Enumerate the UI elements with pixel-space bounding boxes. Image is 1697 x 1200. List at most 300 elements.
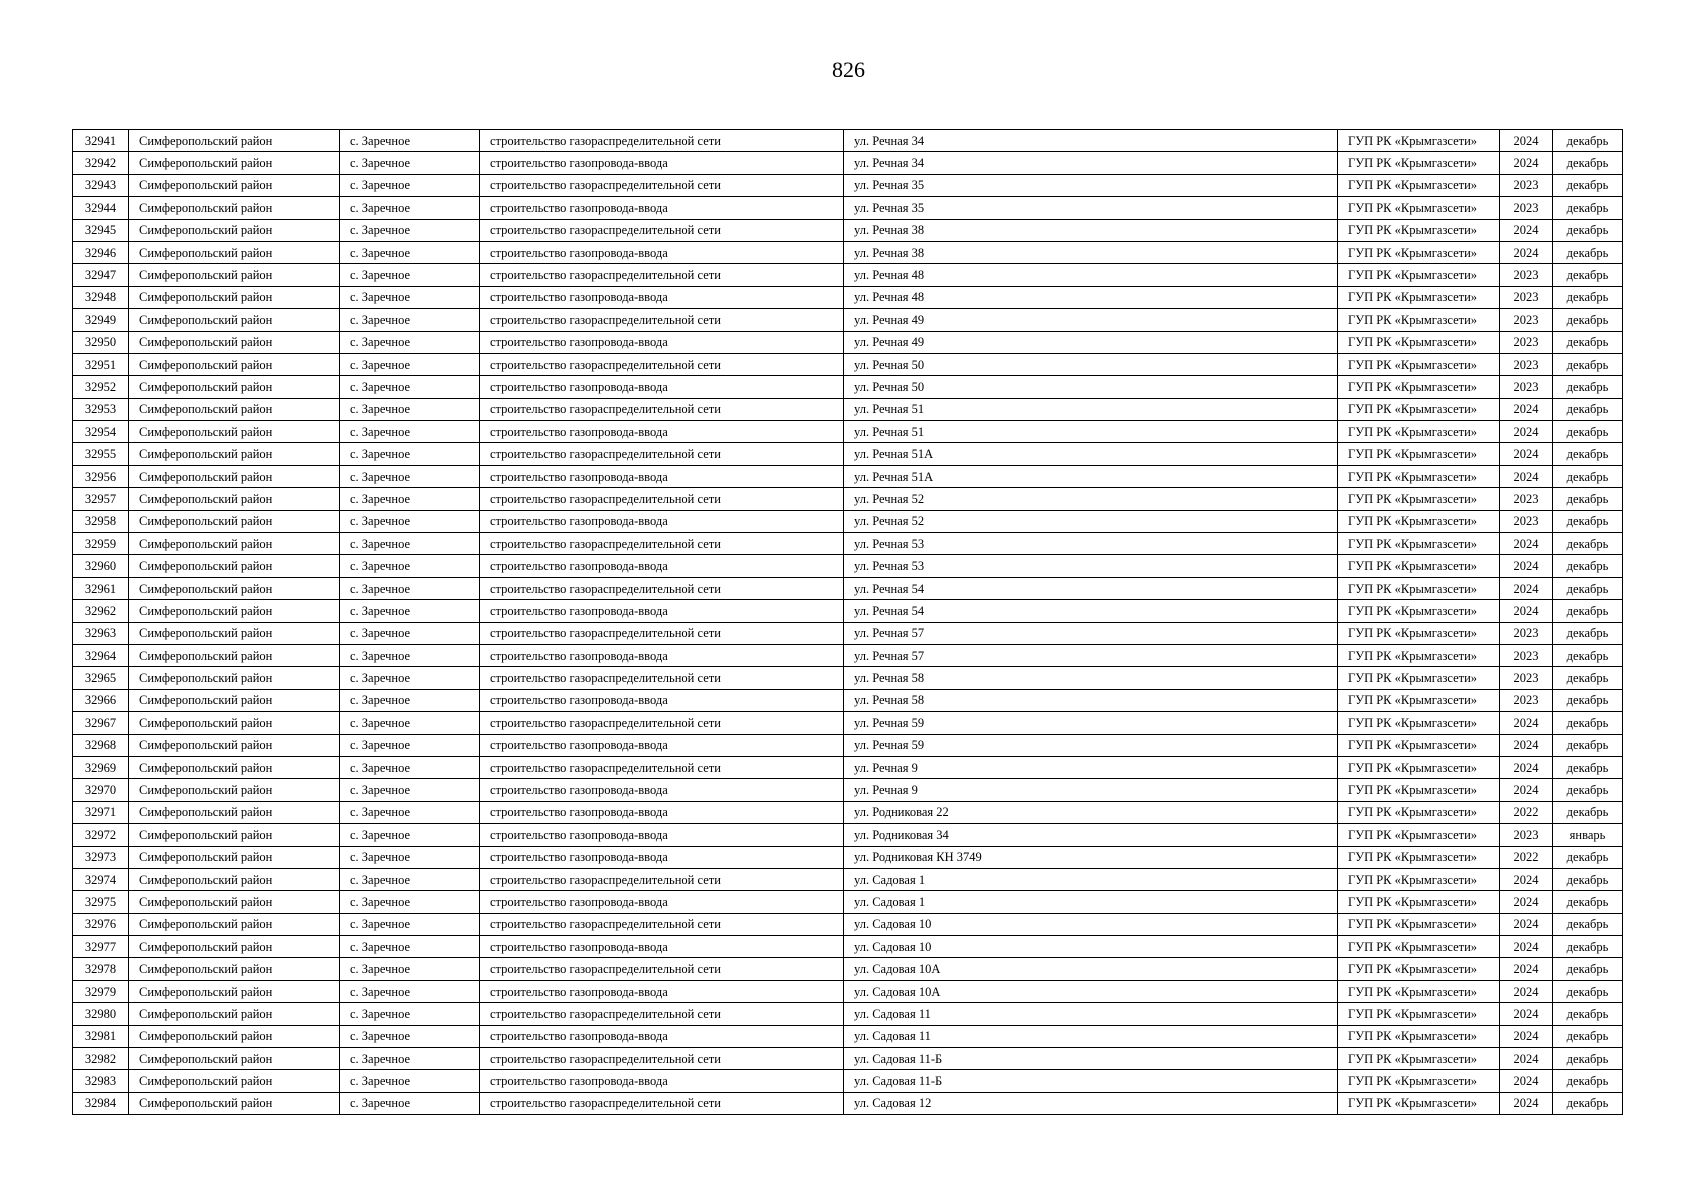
district-cell: Симферопольский район	[129, 331, 340, 353]
work-type-cell: строительство газопровода-ввода	[480, 286, 844, 308]
table-row	[73, 712, 1623, 734]
organization-cell: ГУП РК «Крымгазсети»	[1338, 264, 1500, 286]
organization-cell: ГУП РК «Крымгазсети»	[1338, 533, 1500, 555]
address-cell: ул. Садовая 10А	[844, 958, 1338, 980]
work-type-cell: строительство газораспределительной сети	[480, 868, 844, 890]
address-cell: ул. Речная 38	[844, 219, 1338, 241]
village-cell: с. Заречное	[340, 443, 480, 465]
organization-cell: ГУП РК «Крымгазсети»	[1338, 398, 1500, 420]
work-type-cell: строительство газопровода-ввода	[480, 644, 844, 666]
district-cell: Симферопольский район	[129, 443, 340, 465]
organization-cell: ГУП РК «Крымгазсети»	[1338, 980, 1500, 1002]
page-number: 826	[832, 57, 865, 82]
month-cell: декабрь	[1553, 936, 1623, 958]
row-number: 32959	[73, 533, 129, 555]
month-cell: декабрь	[1553, 309, 1623, 331]
address-cell: ул. Речная 9	[844, 756, 1338, 778]
district-cell: Симферопольский район	[129, 174, 340, 196]
organization-cell: ГУП РК «Крымгазсети»	[1338, 465, 1500, 487]
table-row	[73, 980, 1623, 1002]
year-cell: 2024	[1500, 555, 1553, 577]
year-cell: 2024	[1500, 1092, 1553, 1114]
year-cell: 2024	[1500, 958, 1553, 980]
table-row	[73, 174, 1623, 196]
month-cell: декабрь	[1553, 488, 1623, 510]
row-number: 32956	[73, 465, 129, 487]
address-cell: ул. Речная 50	[844, 376, 1338, 398]
month-cell: декабрь	[1553, 398, 1623, 420]
year-cell: 2024	[1500, 936, 1553, 958]
year-cell: 2024	[1500, 779, 1553, 801]
row-number: 32946	[73, 241, 129, 263]
organization-cell: ГУП РК «Крымгазсети»	[1338, 309, 1500, 331]
row-number: 32947	[73, 264, 129, 286]
table-row	[73, 913, 1623, 935]
address-cell: ул. Речная 9	[844, 779, 1338, 801]
address-cell: ул. Речная 38	[844, 241, 1338, 263]
district-cell: Симферопольский район	[129, 622, 340, 644]
month-cell: декабрь	[1553, 353, 1623, 375]
row-number: 32944	[73, 197, 129, 219]
organization-cell: ГУП РК «Крымгазсети»	[1338, 734, 1500, 756]
work-type-cell: строительство газораспределительной сети	[480, 353, 844, 375]
village-cell: с. Заречное	[340, 980, 480, 1002]
month-cell: декабрь	[1553, 555, 1623, 577]
year-cell: 2023	[1500, 331, 1553, 353]
work-type-cell: строительство газораспределительной сети	[480, 488, 844, 510]
district-cell: Симферопольский район	[129, 376, 340, 398]
district-cell: Симферопольский район	[129, 644, 340, 666]
month-cell: декабрь	[1553, 1025, 1623, 1047]
district-cell: Симферопольский район	[129, 219, 340, 241]
district-cell: Симферопольский район	[129, 913, 340, 935]
year-cell: 2024	[1500, 756, 1553, 778]
address-cell: ул. Речная 53	[844, 555, 1338, 577]
district-cell: Симферопольский район	[129, 286, 340, 308]
address-cell: ул. Речная 57	[844, 644, 1338, 666]
work-type-cell: строительство газопровода-ввода	[480, 376, 844, 398]
work-type-cell: строительство газораспределительной сети	[480, 1092, 844, 1114]
district-cell: Симферопольский район	[129, 980, 340, 1002]
village-cell: с. Заречное	[340, 1003, 480, 1025]
row-number: 32967	[73, 712, 129, 734]
row-number: 32962	[73, 600, 129, 622]
table-row	[73, 197, 1623, 219]
village-cell: с. Заречное	[340, 1025, 480, 1047]
district-cell: Симферопольский район	[129, 958, 340, 980]
work-type-cell: строительство газопровода-ввода	[480, 421, 844, 443]
work-type-cell: строительство газораспределительной сети	[480, 622, 844, 644]
organization-cell: ГУП РК «Крымгазсети»	[1338, 1048, 1500, 1070]
district-cell: Симферопольский район	[129, 152, 340, 174]
row-number: 32948	[73, 286, 129, 308]
village-cell: с. Заречное	[340, 398, 480, 420]
district-cell: Симферопольский район	[129, 488, 340, 510]
organization-cell: ГУП РК «Крымгазсети»	[1338, 667, 1500, 689]
address-cell: ул. Садовая 12	[844, 1092, 1338, 1114]
table-row	[73, 1092, 1623, 1114]
month-cell: декабрь	[1553, 443, 1623, 465]
address-cell: ул. Садовая 1	[844, 868, 1338, 890]
month-cell: декабрь	[1553, 130, 1623, 152]
month-cell: декабрь	[1553, 376, 1623, 398]
row-number: 32954	[73, 421, 129, 443]
row-number: 32970	[73, 779, 129, 801]
address-cell: ул. Садовая 11	[844, 1003, 1338, 1025]
month-cell: декабрь	[1553, 980, 1623, 1002]
month-cell: декабрь	[1553, 779, 1623, 801]
village-cell: с. Заречное	[340, 689, 480, 711]
district-cell: Симферопольский район	[129, 398, 340, 420]
table-row	[73, 241, 1623, 263]
district-cell: Симферопольский район	[129, 600, 340, 622]
village-cell: с. Заречное	[340, 353, 480, 375]
village-cell: с. Заречное	[340, 891, 480, 913]
row-number: 32980	[73, 1003, 129, 1025]
address-cell: ул. Речная 53	[844, 533, 1338, 555]
district-cell: Симферопольский район	[129, 264, 340, 286]
village-cell: с. Заречное	[340, 309, 480, 331]
row-number: 32966	[73, 689, 129, 711]
village-cell: с. Заречное	[340, 577, 480, 599]
work-type-cell: строительство газопровода-ввода	[480, 734, 844, 756]
row-number: 32953	[73, 398, 129, 420]
table-row	[73, 689, 1623, 711]
village-cell: с. Заречное	[340, 779, 480, 801]
table-row	[73, 510, 1623, 532]
address-cell: ул. Садовая 10	[844, 936, 1338, 958]
address-cell: ул. Речная 50	[844, 353, 1338, 375]
row-number: 32952	[73, 376, 129, 398]
row-number: 32943	[73, 174, 129, 196]
organization-cell: ГУП РК «Крымгазсети»	[1338, 219, 1500, 241]
village-cell: с. Заречное	[340, 824, 480, 846]
table-row	[73, 421, 1623, 443]
work-type-cell: строительство газопровода-ввода	[480, 980, 844, 1002]
address-cell: ул. Речная 59	[844, 734, 1338, 756]
address-cell: ул. Речная 59	[844, 712, 1338, 734]
table-row	[73, 1048, 1623, 1070]
district-cell: Симферопольский район	[129, 241, 340, 263]
organization-cell: ГУП РК «Крымгазсети»	[1338, 555, 1500, 577]
district-cell: Симферопольский район	[129, 421, 340, 443]
table-row	[73, 846, 1623, 868]
table-row	[73, 286, 1623, 308]
year-cell: 2024	[1500, 398, 1553, 420]
year-cell: 2024	[1500, 241, 1553, 263]
organization-cell: ГУП РК «Крымгазсети»	[1338, 241, 1500, 263]
district-cell: Симферопольский район	[129, 510, 340, 532]
work-type-cell: строительство газораспределительной сети	[480, 958, 844, 980]
work-type-cell: строительство газораспределительной сети	[480, 533, 844, 555]
district-cell: Симферопольский район	[129, 1070, 340, 1092]
registry-table	[72, 129, 1623, 1115]
address-cell: ул. Речная 51А	[844, 465, 1338, 487]
organization-cell: ГУП РК «Крымгазсети»	[1338, 174, 1500, 196]
work-type-cell: строительство газопровода-ввода	[480, 241, 844, 263]
address-cell: ул. Родниковая 22	[844, 801, 1338, 823]
district-cell: Симферопольский район	[129, 868, 340, 890]
row-number: 32969	[73, 756, 129, 778]
organization-cell: ГУП РК «Крымгазсети»	[1338, 801, 1500, 823]
year-cell: 2024	[1500, 577, 1553, 599]
village-cell: с. Заречное	[340, 936, 480, 958]
village-cell: с. Заречное	[340, 130, 480, 152]
year-cell: 2024	[1500, 734, 1553, 756]
table-row	[73, 130, 1623, 152]
village-cell: с. Заречное	[340, 801, 480, 823]
district-cell: Симферопольский район	[129, 712, 340, 734]
month-cell: декабрь	[1553, 801, 1623, 823]
month-cell: декабрь	[1553, 174, 1623, 196]
row-number: 32945	[73, 219, 129, 241]
month-cell: декабрь	[1553, 756, 1623, 778]
year-cell: 2024	[1500, 868, 1553, 890]
address-cell: ул. Садовая 11	[844, 1025, 1338, 1047]
district-cell: Симферопольский район	[129, 555, 340, 577]
row-number: 32971	[73, 801, 129, 823]
work-type-cell: строительство газопровода-ввода	[480, 801, 844, 823]
district-cell: Симферопольский район	[129, 465, 340, 487]
month-cell: декабрь	[1553, 891, 1623, 913]
organization-cell: ГУП РК «Крымгазсети»	[1338, 443, 1500, 465]
address-cell: ул. Речная 35	[844, 174, 1338, 196]
year-cell: 2024	[1500, 1048, 1553, 1070]
year-cell: 2024	[1500, 980, 1553, 1002]
month-cell: декабрь	[1553, 600, 1623, 622]
month-cell: декабрь	[1553, 734, 1623, 756]
district-cell: Симферопольский район	[129, 689, 340, 711]
village-cell: с. Заречное	[340, 174, 480, 196]
district-cell: Симферопольский район	[129, 309, 340, 331]
year-cell: 2023	[1500, 264, 1553, 286]
village-cell: с. Заречное	[340, 600, 480, 622]
row-number: 32975	[73, 891, 129, 913]
work-type-cell: строительство газопровода-ввода	[480, 1025, 844, 1047]
address-cell: ул. Речная 52	[844, 488, 1338, 510]
table-row	[73, 555, 1623, 577]
table-row	[73, 465, 1623, 487]
village-cell: с. Заречное	[340, 712, 480, 734]
district-cell: Симферопольский район	[129, 936, 340, 958]
district-cell: Симферопольский район	[129, 891, 340, 913]
address-cell: ул. Садовая 11-Б	[844, 1048, 1338, 1070]
village-cell: с. Заречное	[340, 958, 480, 980]
village-cell: с. Заречное	[340, 510, 480, 532]
table-row	[73, 734, 1623, 756]
table-row	[73, 219, 1623, 241]
village-cell: с. Заречное	[340, 286, 480, 308]
year-cell: 2024	[1500, 600, 1553, 622]
table-row	[73, 622, 1623, 644]
address-cell: ул. Речная 34	[844, 152, 1338, 174]
organization-cell: ГУП РК «Крымгазсети»	[1338, 130, 1500, 152]
month-cell: декабрь	[1553, 1048, 1623, 1070]
year-cell: 2023	[1500, 824, 1553, 846]
address-cell: ул. Речная 35	[844, 197, 1338, 219]
district-cell: Симферопольский район	[129, 801, 340, 823]
table-row	[73, 756, 1623, 778]
village-cell: с. Заречное	[340, 376, 480, 398]
row-number: 32964	[73, 644, 129, 666]
district-cell: Симферопольский район	[129, 779, 340, 801]
organization-cell: ГУП РК «Крымгазсети»	[1338, 510, 1500, 532]
village-cell: с. Заречное	[340, 488, 480, 510]
table-row	[73, 824, 1623, 846]
district-cell: Симферопольский район	[129, 130, 340, 152]
month-cell: декабрь	[1553, 152, 1623, 174]
year-cell: 2024	[1500, 913, 1553, 935]
year-cell: 2022	[1500, 846, 1553, 868]
organization-cell: ГУП РК «Крымгазсети»	[1338, 197, 1500, 219]
work-type-cell: строительство газораспределительной сети	[480, 667, 844, 689]
row-number: 32978	[73, 958, 129, 980]
row-number: 32984	[73, 1092, 129, 1114]
month-cell: декабрь	[1553, 264, 1623, 286]
month-cell: декабрь	[1553, 286, 1623, 308]
month-cell: декабрь	[1553, 577, 1623, 599]
year-cell: 2023	[1500, 622, 1553, 644]
village-cell: с. Заречное	[340, 868, 480, 890]
district-cell: Симферопольский район	[129, 667, 340, 689]
organization-cell: ГУП РК «Крымгазсети»	[1338, 824, 1500, 846]
work-type-cell: строительство газораспределительной сети	[480, 577, 844, 599]
address-cell: ул. Речная 51А	[844, 443, 1338, 465]
row-number: 32983	[73, 1070, 129, 1092]
address-cell: ул. Садовая 11-Б	[844, 1070, 1338, 1092]
address-cell: ул. Речная 57	[844, 622, 1338, 644]
address-cell: ул. Речная 52	[844, 510, 1338, 532]
month-cell: декабрь	[1553, 846, 1623, 868]
month-cell: декабрь	[1553, 958, 1623, 980]
address-cell: ул. Речная 58	[844, 667, 1338, 689]
table-row	[73, 331, 1623, 353]
row-number: 32972	[73, 824, 129, 846]
work-type-cell: строительство газопровода-ввода	[480, 689, 844, 711]
district-cell: Симферопольский район	[129, 824, 340, 846]
district-cell: Симферопольский район	[129, 1003, 340, 1025]
village-cell: с. Заречное	[340, 241, 480, 263]
organization-cell: ГУП РК «Крымгазсети»	[1338, 488, 1500, 510]
work-type-cell: строительство газопровода-ввода	[480, 331, 844, 353]
year-cell: 2023	[1500, 510, 1553, 532]
address-cell: ул. Садовая 10	[844, 913, 1338, 935]
month-cell: декабрь	[1553, 667, 1623, 689]
year-cell: 2024	[1500, 1070, 1553, 1092]
table-row	[73, 891, 1623, 913]
table-row	[73, 309, 1623, 331]
work-type-cell: строительство газораспределительной сети	[480, 1048, 844, 1070]
row-number: 32960	[73, 555, 129, 577]
village-cell: с. Заречное	[340, 465, 480, 487]
table-row	[73, 443, 1623, 465]
work-type-cell: строительство газораспределительной сети	[480, 712, 844, 734]
row-number: 32942	[73, 152, 129, 174]
village-cell: с. Заречное	[340, 555, 480, 577]
month-cell: декабрь	[1553, 465, 1623, 487]
address-cell: ул. Речная 48	[844, 264, 1338, 286]
year-cell: 2023	[1500, 667, 1553, 689]
table-row	[73, 152, 1623, 174]
address-cell: ул. Речная 51	[844, 421, 1338, 443]
table-row	[73, 1025, 1623, 1047]
row-number: 32965	[73, 667, 129, 689]
address-cell: ул. Речная 48	[844, 286, 1338, 308]
address-cell: ул. Речная 54	[844, 600, 1338, 622]
table-row	[73, 577, 1623, 599]
row-number: 32951	[73, 353, 129, 375]
table-row	[73, 1070, 1623, 1092]
work-type-cell: строительство газораспределительной сети	[480, 398, 844, 420]
work-type-cell: строительство газопровода-ввода	[480, 555, 844, 577]
table-row	[73, 488, 1623, 510]
organization-cell: ГУП РК «Крымгазсети»	[1338, 846, 1500, 868]
row-number: 32949	[73, 309, 129, 331]
work-type-cell: строительство газораспределительной сети	[480, 130, 844, 152]
table-row	[73, 264, 1623, 286]
organization-cell: ГУП РК «Крымгазсети»	[1338, 286, 1500, 308]
month-cell: декабрь	[1553, 219, 1623, 241]
district-cell: Симферопольский район	[129, 577, 340, 599]
month-cell: декабрь	[1553, 644, 1623, 666]
table-row	[73, 398, 1623, 420]
village-cell: с. Заречное	[340, 219, 480, 241]
month-cell: декабрь	[1553, 689, 1623, 711]
work-type-cell: строительство газораспределительной сети	[480, 219, 844, 241]
work-type-cell: строительство газопровода-ввода	[480, 936, 844, 958]
work-type-cell: строительство газопровода-ввода	[480, 891, 844, 913]
year-cell: 2023	[1500, 376, 1553, 398]
year-cell: 2023	[1500, 644, 1553, 666]
row-number: 32973	[73, 846, 129, 868]
organization-cell: ГУП РК «Крымгазсети»	[1338, 1025, 1500, 1047]
work-type-cell: строительство газораспределительной сети	[480, 756, 844, 778]
village-cell: с. Заречное	[340, 622, 480, 644]
organization-cell: ГУП РК «Крымгазсети»	[1338, 622, 1500, 644]
work-type-cell: строительство газопровода-ввода	[480, 1070, 844, 1092]
month-cell: декабрь	[1553, 421, 1623, 443]
organization-cell: ГУП РК «Крымгазсети»	[1338, 421, 1500, 443]
row-number: 32950	[73, 331, 129, 353]
year-cell: 2024	[1500, 1025, 1553, 1047]
table-row	[73, 958, 1623, 980]
organization-cell: ГУП РК «Крымгазсети»	[1338, 779, 1500, 801]
work-type-cell: строительство газопровода-ввода	[480, 510, 844, 532]
month-cell: декабрь	[1553, 510, 1623, 532]
year-cell: 2024	[1500, 443, 1553, 465]
address-cell: ул. Родниковая КН 3749	[844, 846, 1338, 868]
organization-cell: ГУП РК «Крымгазсети»	[1338, 958, 1500, 980]
village-cell: с. Заречное	[340, 846, 480, 868]
row-number: 32941	[73, 130, 129, 152]
work-type-cell: строительство газопровода-ввода	[480, 197, 844, 219]
year-cell: 2022	[1500, 801, 1553, 823]
month-cell: декабрь	[1553, 331, 1623, 353]
address-cell: ул. Садовая 1	[844, 891, 1338, 913]
organization-cell: ГУП РК «Крымгазсети»	[1338, 331, 1500, 353]
month-cell: декабрь	[1553, 622, 1623, 644]
table-row	[73, 353, 1623, 375]
year-cell: 2024	[1500, 219, 1553, 241]
table-row	[73, 779, 1623, 801]
table-row	[73, 801, 1623, 823]
work-type-cell: строительство газораспределительной сети	[480, 1003, 844, 1025]
organization-cell: ГУП РК «Крымгазсети»	[1338, 913, 1500, 935]
address-cell: ул. Речная 49	[844, 309, 1338, 331]
district-cell: Симферопольский район	[129, 756, 340, 778]
organization-cell: ГУП РК «Крымгазсети»	[1338, 1070, 1500, 1092]
village-cell: с. Заречное	[340, 1048, 480, 1070]
